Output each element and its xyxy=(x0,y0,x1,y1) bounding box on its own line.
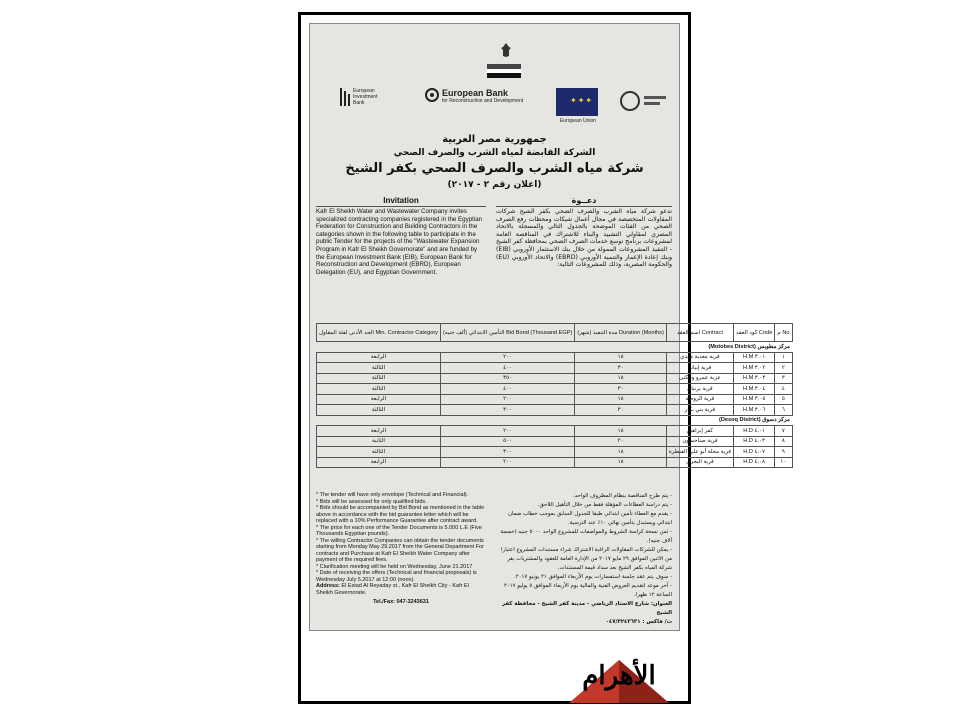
note-item: * Bids should be accompanied by Bid Bond as mentioned in the table above in accordance with the bid guarantee letter which will be replaced with a 10% Performance Guarantee after contract award. xyxy=(316,505,485,524)
cell-no: ٣ xyxy=(775,373,792,384)
notes-en xyxy=(316,492,486,606)
table-row xyxy=(317,384,793,395)
cell-contract: عزبة عمرو والكنى xyxy=(666,373,733,384)
cell-code: H.M ٣.٠٤ xyxy=(734,384,775,395)
cell-no: ٢ xyxy=(775,363,792,374)
cell-no: ٩ xyxy=(775,447,792,458)
newspaper-clipping xyxy=(309,23,790,631)
eagle-emblem-icon xyxy=(500,42,512,58)
district-row xyxy=(317,342,793,353)
table-row xyxy=(317,352,793,363)
cell-bond: ٢٠٠ xyxy=(440,457,574,468)
cell-contract: كفر إبراهيم xyxy=(666,426,733,437)
address-label: Address: xyxy=(316,583,340,589)
table-row xyxy=(317,394,793,405)
cell-cat: الثالثة xyxy=(317,384,441,395)
table-row xyxy=(317,426,793,437)
table-row xyxy=(317,363,793,374)
cell-duration: ١٨ xyxy=(575,373,666,384)
cell-bond: ٥٠٠ xyxy=(440,436,574,447)
cell-code: H.D ٤.٠٨ xyxy=(734,457,775,468)
cell-bond: ٢٠٠ xyxy=(440,426,574,437)
note-item: - يتم دراسة العطاءات المؤهلة فقط من خلال التأهيل اللاحق. xyxy=(537,502,672,508)
al-ahram-masthead xyxy=(559,655,679,705)
cell-cat: الرابعة xyxy=(317,457,441,468)
cell-code: H.M ٣.٠١ xyxy=(734,352,775,363)
cell-no: ٥ xyxy=(775,394,792,405)
invitation-title-en: Invitation xyxy=(316,196,486,207)
cell-bond: ٢٠٠ xyxy=(440,352,574,363)
cell-cat: الثالثة xyxy=(317,373,441,384)
cell-cat: الرابعة xyxy=(317,352,441,363)
cell-no: ٨ xyxy=(775,436,792,447)
cell-duration: ٣٠ xyxy=(575,405,666,416)
cell-duration: ٣٠ xyxy=(575,384,666,395)
ad-frame xyxy=(298,12,790,704)
cell-contract: قرية صناحسون xyxy=(666,436,733,447)
district-row xyxy=(317,415,793,426)
cell-bond: ٤٠٠ xyxy=(440,384,574,395)
cell-contract: قرية الروضة xyxy=(666,394,733,405)
cell-duration: ٢٠ xyxy=(575,436,666,447)
cell-code: H.M ٣.٠٥ xyxy=(734,394,775,405)
eib-logo xyxy=(340,88,390,106)
cell-no: ٧ xyxy=(775,426,792,437)
note-item: - يقدم مع العطاء تأمين ابتدائي طبقا للجدول السابق بموجب خطاب ضمان ابتدائي ويستبدل بتأمين نهائي ١٠٪ عند الترسية. xyxy=(508,511,672,526)
note-item: * The tender will have only envelope (Technical and Financial). xyxy=(316,492,469,498)
cell-duration: ١٨ xyxy=(575,352,666,363)
ebrd-sub: for Reconstruction and Development xyxy=(442,98,524,104)
table-row xyxy=(317,457,793,468)
header-code: كود العقد Code xyxy=(734,324,775,342)
header-category: الحد الأدنى لفئة المقاول Min. Contractor Category xyxy=(317,324,441,342)
note-item: * Clarification meeting will be held on Wednesday, June 21.2017 xyxy=(316,563,473,570)
cell-cat: الثالثة xyxy=(317,405,441,416)
cell-bond: ٢٠٠ xyxy=(440,394,574,405)
table-header-row xyxy=(317,324,793,342)
note-item: * Date of receiving the offers (Technical and financial proposals) is Wednesday July 5.2017 at 12:00 (noon). xyxy=(316,570,477,583)
eu-flag-icon: ✦✦✦ xyxy=(556,88,598,116)
note-item: * Bids will be assessed for only qualified bids. xyxy=(316,498,427,505)
note-item: - ثمن نسخة كراسة الشروط والمواصفات للمشروع الواحد ٥٠٠٠ جنيه (خمسة آلاف جنيه). xyxy=(500,529,672,544)
eu-name: European Union xyxy=(559,118,597,124)
cell-contract: قرية إبيانة xyxy=(666,363,733,374)
announcement-number: (اعلان رقم ٢ - ٢٠١٧) xyxy=(447,180,542,190)
cell-duration: ١٨ xyxy=(575,426,666,437)
cell-no: ١٠ xyxy=(775,457,792,468)
invitation-body-ar: تدعو شركة مياه الشرب والصرف الصحي بكفر الشيخ شركات المقاولات المتخصصة في مجال أعمال شبكات ومحطات رفع الصرف الصحي من الفئات الموضحة بالجدول التالي والمسجلة بالاتحاد المصري لمقاولي التشييد والبناء للاشتراك في المناقصة العامة لمشروعات برنامج توسع خدمات الصرف الصحي بمحافظة كفر الشيخ - التنفيذ المشروعات الممولة من خلال بنك الاستثمار الأوروبي (EIB) وبنك إعادة الإعمار والتنمية الأوروبي (EBRD) والاتحاد الأوروبي (EU) والحكومة المصرية، وذلك للمشروعات التالية: xyxy=(496,208,672,269)
al-ahram-wordmark: الأهرام xyxy=(582,661,656,691)
header-no: م No xyxy=(775,324,792,342)
header-contract: اسم العقد Contract xyxy=(666,324,733,342)
cell-contract: قرية بني بكار xyxy=(666,405,733,416)
header-bond: التأمين الابتدائي (ألف جنيه) Bid Bond (Thousand EGP) xyxy=(440,324,574,342)
note-item: * The willing Contractor Companies can obtain the tender documents starting from Monday May 29.2017 from the General Department For contracts and Purchase at Kafr El Sheikh Water Company after payment of the required fees. xyxy=(316,537,484,563)
ar-address: العنوان: شارع الاستاد الرياضي - مدينة كفر الشيخ - محافظة كفر الشيخ xyxy=(502,601,672,616)
cell-no: ٦ xyxy=(775,405,792,416)
ebrd-logo xyxy=(425,88,535,104)
table-row xyxy=(317,405,793,416)
invitation-title-ar: دعــوة xyxy=(496,196,672,207)
note-item: * The price for each one of the Tender Documents is 5.000 L.E (Five Thousands Egyptian pounds). xyxy=(316,524,482,537)
note-item: - آخر موعد لتقديم العروض الفنية والمالية يوم الأربعاء الموافق ٥ يوليو ٢٠١٧ الساعة ١٢ ظهرا. xyxy=(504,583,672,598)
cell-contract: قرية البحري xyxy=(666,457,733,468)
table-row xyxy=(317,373,793,384)
district-label: (Desoq District) مركز دسوق xyxy=(317,415,793,426)
company-heading: شركة مياه الشرب والصرف الصحي بكفر الشيخ xyxy=(345,161,644,176)
note-item: - يمكن للشركات المقاولات الراغبة الاشتراك شراء مستندات المشروع اعتبارا من الاثنين الموافق ٢٩ مايو ٢٠١٧ من الإدارة العامة للعقود والمشتريات بقر شركة المياه بكفر الشيخ بعد سداد قيمة المستندات. xyxy=(501,547,672,571)
tender-table xyxy=(316,323,793,468)
cell-cat: الثالثة xyxy=(317,447,441,458)
cell-cat: الرابعة xyxy=(317,394,441,405)
eib-icon xyxy=(340,88,350,106)
telfax: Tel./Fax: 047-3243631 xyxy=(373,599,429,605)
ebrd-name: European Bank xyxy=(442,88,509,98)
cell-bond: ٣٠٠ xyxy=(440,405,574,416)
cell-cat: الرابعة xyxy=(317,426,441,437)
cell-no: ٤ xyxy=(775,384,792,395)
egypt-flag-icon xyxy=(487,64,521,78)
address-line xyxy=(316,583,486,596)
cell-code: H.D ٤.٠٣ xyxy=(734,436,775,447)
eib-name: European Investment Bank xyxy=(353,88,378,106)
invitation-body-en: Kafr El Sheikh Water and Wastewater Company invites specialized contracting companies registered in the Egyptian Federation for Construction and Building Contractors in the categories shown in the following table to participate in the public Tender for the projects of the "Wastewater Expansion Program in Kafr El Sheikh Governorate" and are funded by the European Investment Bank (EIB), European Bank for Reconstruction and Development (EBRD), European Delegation (EU), and Egyptian Government. xyxy=(316,208,483,276)
cell-code: H.M ٣.٠٦ xyxy=(734,405,775,416)
holding-company-logo-icon xyxy=(620,88,670,114)
cell-no: ١ xyxy=(775,352,792,363)
holding-company-heading: الشركة القابضة لمياه الشرب والصرف الصحي xyxy=(393,148,596,158)
cell-bond: ٣٠٠ xyxy=(440,447,574,458)
sponsor-logos xyxy=(330,88,675,128)
cell-code: H.M ٣.٠٢ xyxy=(734,363,775,374)
cell-contract: قرية معدية مهدي xyxy=(666,352,733,363)
table-row xyxy=(317,447,793,458)
cell-code: H.M ٣.٠٣ xyxy=(734,373,775,384)
republic-heading: جمهورية مصر العربية xyxy=(442,134,547,145)
ar-telfax: ت/ فاكس : ٠٤٧/٣٢٤٣٦٣١ xyxy=(605,619,672,625)
cell-duration: ٣٠ xyxy=(575,363,666,374)
cell-cat: الثانية xyxy=(317,436,441,447)
note-item: - سوف يتم عقد جلسة استفسارات يوم الأربعاء الموافق ٢١ يونيو ٢٠١٧. xyxy=(514,574,672,580)
cell-code: H.D ٤.٠٧ xyxy=(734,447,775,458)
cell-duration: ١٨ xyxy=(575,457,666,468)
cell-bond: ٤٠٠ xyxy=(440,363,574,374)
cell-contract: قرية محلة أبو علي القنطرة xyxy=(666,447,733,458)
notes-ar xyxy=(496,492,672,627)
district-label: (Motobes District) مركز مطوبس xyxy=(317,342,793,353)
note-item: - يتم طرح المناقصة بنظام المظروف الواحد. xyxy=(572,493,672,499)
address-text: El Estad Al Reyaday st., Kafr El Sheikh City - Kafr El Sheikh Governorate. xyxy=(316,583,469,596)
cell-bond: ٣٥٠ xyxy=(440,373,574,384)
cell-contract: قرية برنبال xyxy=(666,384,733,395)
cell-cat: الثالثة xyxy=(317,363,441,374)
ebrd-icon xyxy=(425,88,439,102)
cell-code: H.D ٤.٠١ xyxy=(734,426,775,437)
cell-duration: ١٨ xyxy=(575,447,666,458)
header-duration: مدة التنفيذ (شهر) Duration (Months) xyxy=(575,324,666,342)
table-row xyxy=(317,436,793,447)
cell-duration: ١٨ xyxy=(575,394,666,405)
